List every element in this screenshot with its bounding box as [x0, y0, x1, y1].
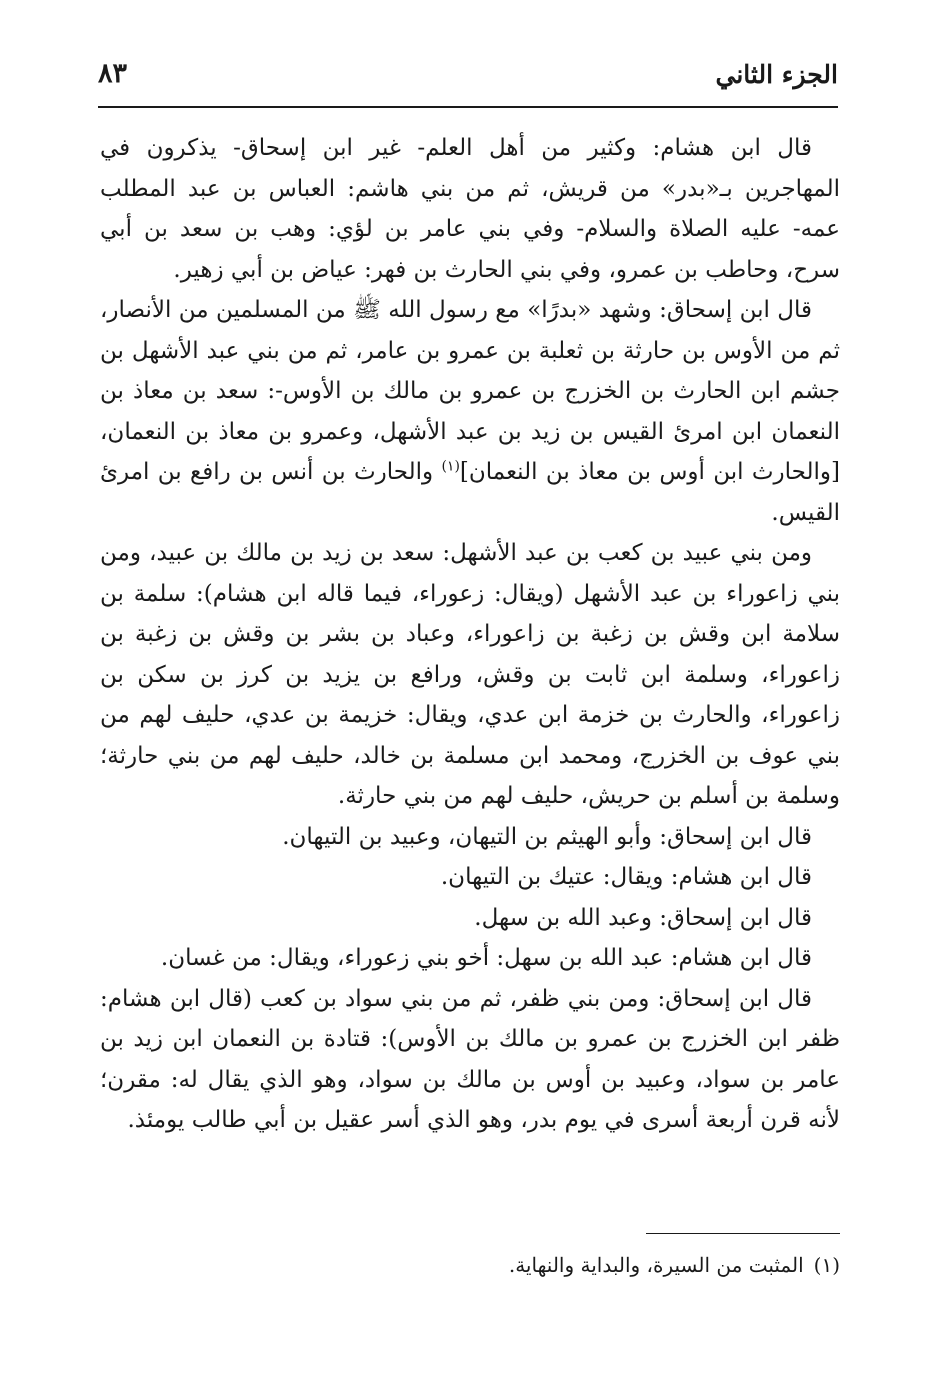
- paragraph: [100, 533, 840, 817]
- paragraph: [100, 938, 840, 979]
- footnote: [100, 1250, 840, 1280]
- paragraph-text: قال ابن إسحاق: وعبد الله بن سهل.: [474, 904, 812, 931]
- paragraph: [100, 898, 840, 939]
- paragraph-text: قال ابن إسحاق: وشهد «بدرًا» مع رسول الله ﷺ من المسلمين من الأنصار، ثم من الأوس بن حارثة بن ثعلبة بن عمرو بن عامر، ثم من بني عبد الأشهل بن جشم ابن الحارث بن الخزرج بن عمرو بن مالك بن الأوس-: سعد بن معاذ بن النعمان ابن امرئ القيس بن زيد بن عبد الأشهل، وعمرو بن معاذ بن النعمان، [والحارث ابن أوس بن معاذ بن النعمان]: [100, 297, 840, 485]
- footnote-reference: (١): [441, 458, 460, 475]
- footnote-rule: [646, 1233, 840, 1234]
- paragraph: [100, 979, 840, 1141]
- footnote-text: المثبت من السيرة، والبداية والنهاية.: [508, 1253, 804, 1277]
- running-title: الجزء الثاني: [715, 60, 838, 89]
- paragraph: [100, 857, 840, 898]
- paragraph-text: قال ابن إسحاق: ومن بني ظفر، ثم من بني سواد بن كعب (قال ابن هشام: ظفر ابن الخزرج بن عمرو بن مالك بن الأوس): قتادة بن النعمان ابن زيد بن عامر بن سواد، وعبيد بن أوس بن مالك بن سواد، وهو الذي يقال له: مقرن؛ لأنه قرن أربعة أسرى في يوم بدر، وهو الذي أسر عقيل بن أبي طالب يومئذ.: [100, 985, 840, 1133]
- footnote-mark: (١): [813, 1253, 840, 1277]
- paragraph-text: قال ابن هشام: عبد الله بن سهل: أخو بني زعوراء، ويقال: من غسان.: [160, 945, 812, 971]
- paragraph-text: ومن بني عبيد بن كعب بن عبد الأشهل: سعد بن زيد بن مالك بن عبيد، ومن بني زاعوراء بن عبد الأشهل (ويقال: زعوراء، فيما قاله ابن هشام): سلمة بن سلامة ابن وقش بن زغبة بن زاعوراء، وعباد بن بشر بن وقش بن زغبة بن زاعوراء، وسلمة ابن ثابت بن وقش، ورافع بن يزيد بن كرز بن سكن بن زاعوراء، والحارث بن خزمة ابن عدي، ويقال: خزيمة بن عدي، حليف لهم من بني عوف بن الخزرج، ومحمد ابن مسلمة بن خالد، حليف لهم من بني حارثة؛ وسلمة بن أسلم بن حريش، حليف لهم من بني حارثة.: [100, 540, 840, 809]
- paragraph: [100, 817, 840, 858]
- page-header: [98, 52, 838, 100]
- paragraph: [100, 128, 840, 290]
- paragraph-text: قال ابن هشام: وكثير من أهل العلم- غير ابن إسحاق- يذكرون في المهاجرين بـ«بدر» من قريش، ثم من بني هاشم: العباس بن عبد المطلب عمه- عليه الصلاة والسلام- وفي بني عامر بن لؤي: وهب بن سعد بن أبي سرح، وحاطب بن عمرو، وفي بني الحارث بن فهر: عياض بن أبي زهير.: [100, 135, 840, 283]
- paragraph-text: والحارث بن أنس بن رافع بن امرئ القيس.: [100, 459, 840, 526]
- page-number: ٨٣: [98, 58, 128, 89]
- main-text: [100, 128, 840, 1141]
- paragraph: [100, 290, 840, 533]
- paragraph-text: قال ابن إسحاق: وأبو الهيثم بن التيهان، وعبيد بن التيهان.: [282, 823, 812, 850]
- header-rule: [98, 106, 838, 108]
- paragraph-text: قال ابن هشام: ويقال: عتيك بن التيهان.: [440, 864, 812, 890]
